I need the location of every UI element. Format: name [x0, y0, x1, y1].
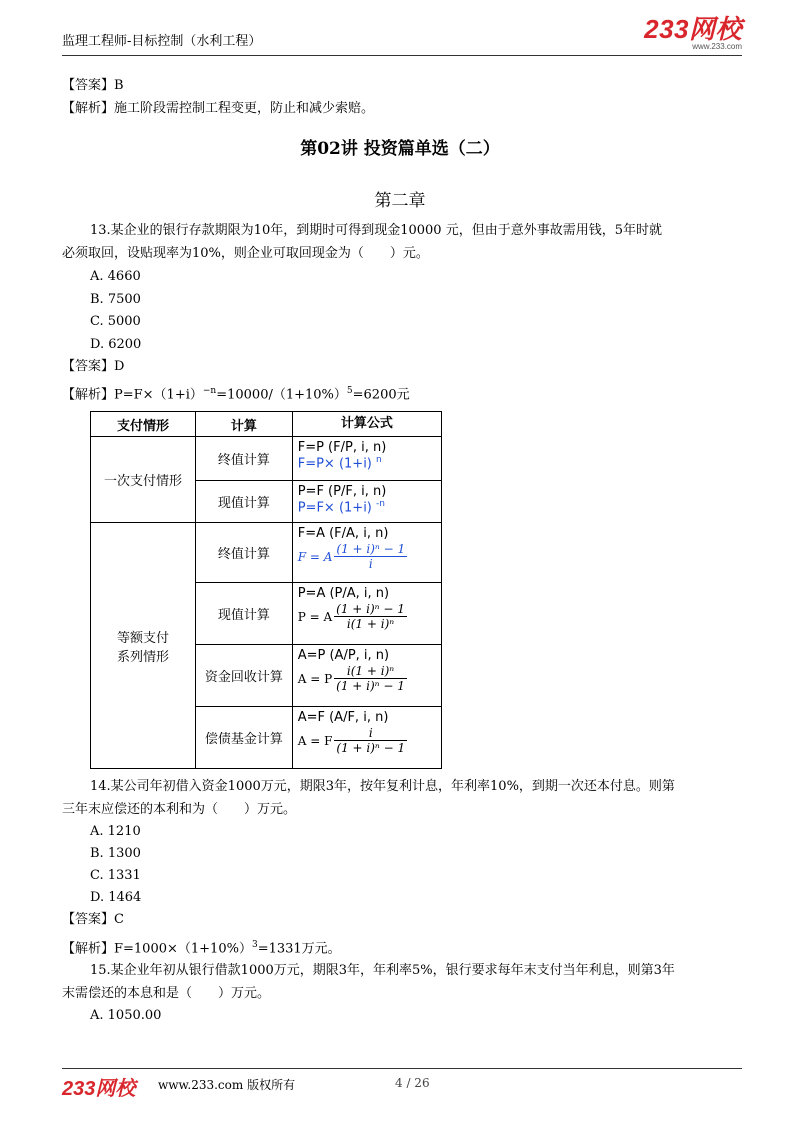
row-calc-label: 偿债基金计算 [196, 707, 293, 769]
page-number: 4 / 26 [395, 1076, 430, 1090]
q14-option-a: A. 1210 [90, 824, 141, 839]
q14-option-b: B. 1300 [90, 846, 141, 861]
q13-stem-line1: 13.某企业的银行存款期限为10年，到期时可得到现金10000 元，但由于意外事故需用钱，5年时就 [90, 223, 662, 238]
formula-fraction [334, 602, 407, 631]
formula-denominator: (1 + i)ⁿ − 1 [336, 741, 406, 755]
q13-stem-line2: 必须取回，设贴现率为10%，则企业可取回现金为（ ）元。 [62, 246, 429, 261]
formula-exponent: n [376, 455, 382, 465]
q14-option-c: C. 1331 [90, 868, 141, 883]
formula-factor: P=F (P/F, i, n) [297, 484, 387, 499]
row-calc-label: 现值计算 [196, 583, 293, 645]
table-header-case: 支付情形 [91, 412, 196, 437]
formula-expression-base: F=P× (1+i) [297, 456, 377, 472]
q13-analysis [62, 382, 410, 404]
q14-analysis-pre: 【解析】F=1000×（1+10%） [62, 941, 252, 957]
formula-expression [298, 542, 436, 571]
q15-option-a: A. 1050.00 [90, 1008, 162, 1023]
formula-factor: F=A (F/A, i, n) [297, 526, 389, 541]
q13-option-b: B. 7500 [90, 292, 141, 307]
group-uniform-line2: 系列情形 [117, 649, 170, 665]
formula-expression-base: P=F× (1+i) [297, 500, 377, 516]
q13-analysis-mid: =10000/（1+10%） [216, 387, 347, 403]
q14-analysis-post: =1331万元。 [257, 941, 341, 957]
formula-numerator: (1 + i)ⁿ − 1 [336, 542, 406, 556]
row-calc-label: 终值计算 [196, 437, 293, 481]
formula-expression [298, 602, 436, 631]
formula-expression [298, 664, 436, 693]
q13-answer: 【答案】D [62, 359, 125, 374]
row-formula [292, 707, 441, 769]
row-calc-label: 终值计算 [196, 523, 293, 583]
formula-table [90, 411, 442, 769]
prev-answer: 【答案】B [62, 78, 124, 93]
formula-lhs: A = F [297, 733, 333, 748]
formula-expression [298, 455, 436, 471]
logo-text: 233网校 [644, 14, 742, 44]
prev-analysis: 【解析】施工阶段需控制工程变更，防止和减少索赔。 [62, 101, 375, 116]
q13-analysis-pre: 【解析】P=F×（1+i） [62, 387, 203, 403]
q14-stem-line1: 14.某公司年初借入资金1000万元，期限3年，按年复利计息，年利率10%，到期一次还本付息。则第 [90, 779, 675, 794]
formula-expression [298, 499, 436, 515]
table-header-formula: 计算公式 [292, 412, 441, 437]
chapter-title: 第二章 [374, 191, 426, 211]
row-calc-label: 现值计算 [196, 481, 293, 523]
formula-denominator: (1 + i)ⁿ − 1 [336, 679, 405, 693]
formula-factor: F=P (F/P, i, n) [297, 440, 387, 455]
row-formula [292, 523, 441, 583]
row-formula [292, 481, 441, 523]
formula-denominator: i(1 + i)ⁿ [346, 617, 395, 631]
formula-factor: A=P (A/P, i, n) [297, 648, 390, 663]
formula-lhs: A = P [297, 671, 333, 686]
formula-fraction [334, 726, 407, 755]
group-uniform-series [91, 523, 196, 769]
footer-site: www.233.com 版权所有 [158, 1078, 296, 1092]
footer-logo: 233网校 [62, 1078, 136, 1100]
q13-option-a: A. 4660 [90, 269, 141, 284]
formula-lhs: F = A [297, 549, 333, 564]
header-divider [62, 55, 742, 56]
formula-numerator: i(1 + i)ⁿ [334, 664, 407, 679]
q14-answer: 【答案】C [62, 912, 124, 927]
brand-logo [644, 16, 742, 51]
header-title: 监理工程师-目标控制（水利工程） [62, 34, 262, 49]
footer-divider [62, 1068, 742, 1069]
row-formula [292, 645, 441, 707]
formula-fraction [334, 542, 407, 571]
q13-analysis-post: =6200元 [352, 387, 410, 403]
logo-url: www.233.com [692, 42, 742, 51]
formula-denominator: i [368, 557, 373, 571]
formula-numerator: (1 + i)ⁿ − 1 [336, 602, 405, 616]
q14-analysis [62, 936, 341, 958]
table-header-calc: 计算 [196, 412, 293, 437]
formula-expression [298, 726, 436, 755]
row-calc-label: 资金回收计算 [196, 645, 293, 707]
group-single-payment: 一次支付情形 [91, 437, 196, 523]
q13-analysis-exp1: −n [202, 386, 217, 396]
formula-lhs: P = A [297, 609, 333, 624]
row-formula [292, 437, 441, 481]
q13-analysis-exp2: 5 [346, 386, 353, 396]
group-uniform-line1: 等额支付 [117, 630, 170, 646]
q14-stem-line2: 三年末应偿还的本利和为（ ）万元。 [62, 802, 297, 817]
q15-stem-line1: 15.某企业年初从银行借款1000万元，期限3年，年利率5%，银行要求每年末支付当年利息，则第3年 [90, 963, 675, 978]
formula-factor: P=A (P/A, i, n) [297, 586, 390, 601]
formula-numerator: i [334, 726, 407, 741]
row-formula [292, 583, 441, 645]
formula-exponent: -n [376, 499, 385, 509]
formula-factor: A=F (A/F, i, n) [297, 710, 389, 725]
q14-option-d: D. 1464 [90, 890, 142, 905]
q15-stem-line2: 末需偿还的本息和是（ ）万元。 [62, 986, 271, 1001]
q13-option-d: D. 6200 [90, 337, 142, 352]
q14-analysis-exp: 3 [251, 940, 258, 950]
q13-option-c: C. 5000 [90, 314, 141, 329]
formula-fraction [334, 664, 407, 693]
section-title: 第02讲 投资篇单选（二） [300, 139, 500, 159]
